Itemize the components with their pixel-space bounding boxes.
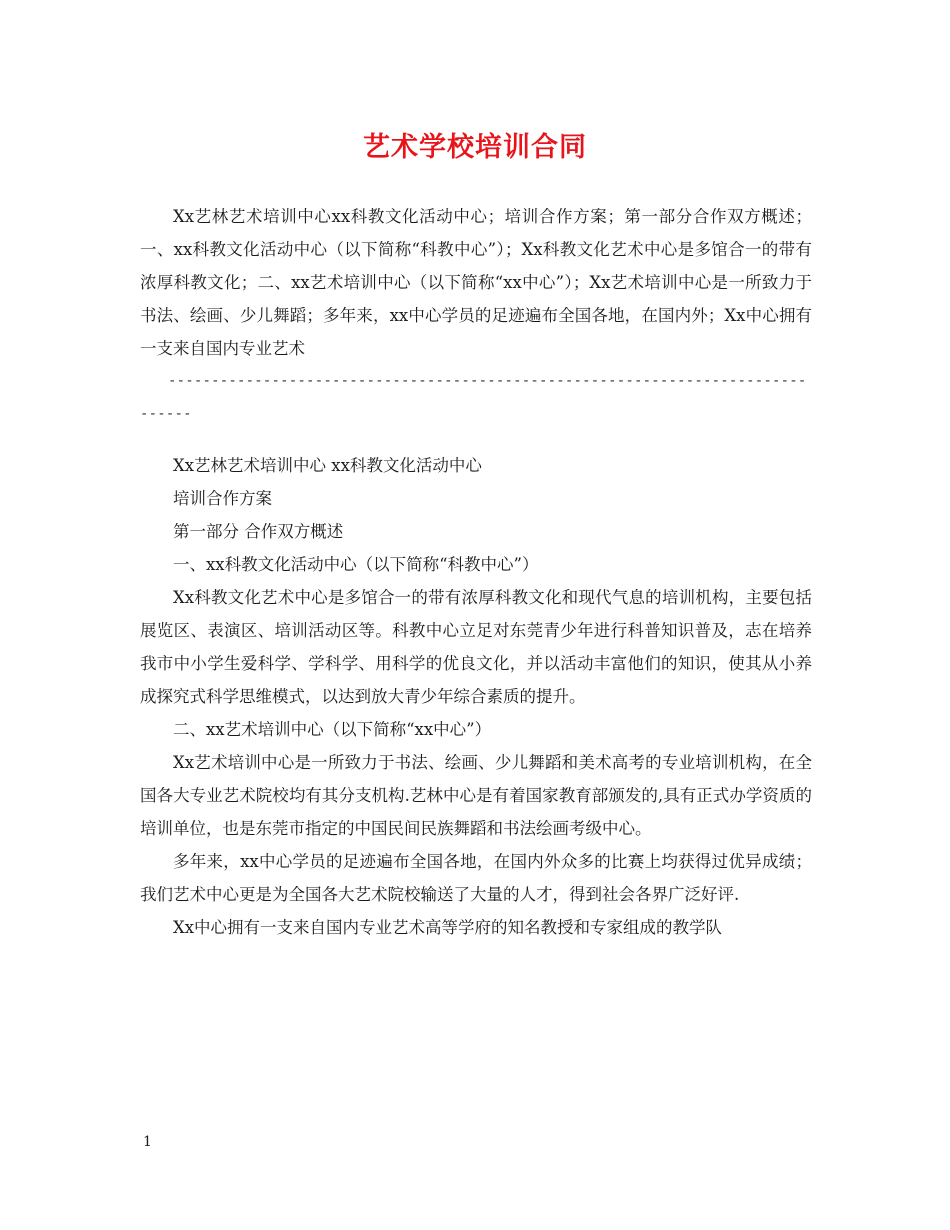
paragraph-5: Xx科教文化艺术中心是多馆合一的带有浓厚科教文化和现代气息的培训机构，主要包括展览区、表演区、培训活动区等。科教中心立足对东莞青少年进行科普知识普及，志在培养我市中小学生爱科学、学科学、用科学的优良文化，并以活动丰富他们的知识，使其从小养成探究式科学思维模式，以达到放大青少年综合素质的提升。 [140,588,812,706]
document-title: 艺术学校培训合同 [363,132,587,163]
separator-line: -------------------------------------------------------------------------------- [140,373,807,422]
paragraph-4: 一、xx科教文化活动中心（以下简称“科教中心”） [173,555,539,574]
paragraph-7: Xx艺术培训中心是一所致力于书法、绘画、少儿舞蹈和美术高考的专业培训机构，在全国各大专业艺术院校均有其分支机构.艺林中心是有着国家教育部颁发的,具有正式办学资质的培训单位，也是东莞市指定的中国民间民族舞蹈和书法绘画考级中心。 [140,753,812,838]
paragraph-gap [140,431,812,449]
summary-paragraph: Xx艺林艺术培训中心xx科教文化活动中心；培训合作方案；第一部分合作双方概述；一、xx科教文化活动中心（以下简称“科教中心”）；Xx科教文化艺术中心是多馆合一的带有浓厚科教文化；二、xx艺术培训中心（以下简称“xx中心”）；Xx艺术培训中心是一所致力于书法、绘画、少儿舞蹈；多年来，xx中心学员的足迹遍布全国各地，在国内外；Xx中心拥有一支来自国内专业艺术 [140,207,812,358]
paragraph-2: 培训合作方案 [173,489,272,508]
paragraph-9: Xx中心拥有一支来自国内专业艺术高等学府的知名教授和专家组成的教学队 [173,918,723,937]
paragraph-8: 多年来，xx中心学员的足迹遍布全国各地，在国内外众多的比赛上均获得过优异成绩；我们艺术中心更是为全国各大艺术院校输送了大量的人才，得到社会各界广泛好评. [140,852,812,904]
document-body [140,200,812,944]
paragraph-3: 第一部分 合作双方概述 [173,522,344,541]
paragraph-6: 二、xx艺术培训中心（以下简称“xx中心”） [173,720,492,739]
page-number: 1 [143,1134,152,1150]
paragraph-1: Xx艺林艺术培训中心 xx科教文化活动中心 [173,456,482,475]
